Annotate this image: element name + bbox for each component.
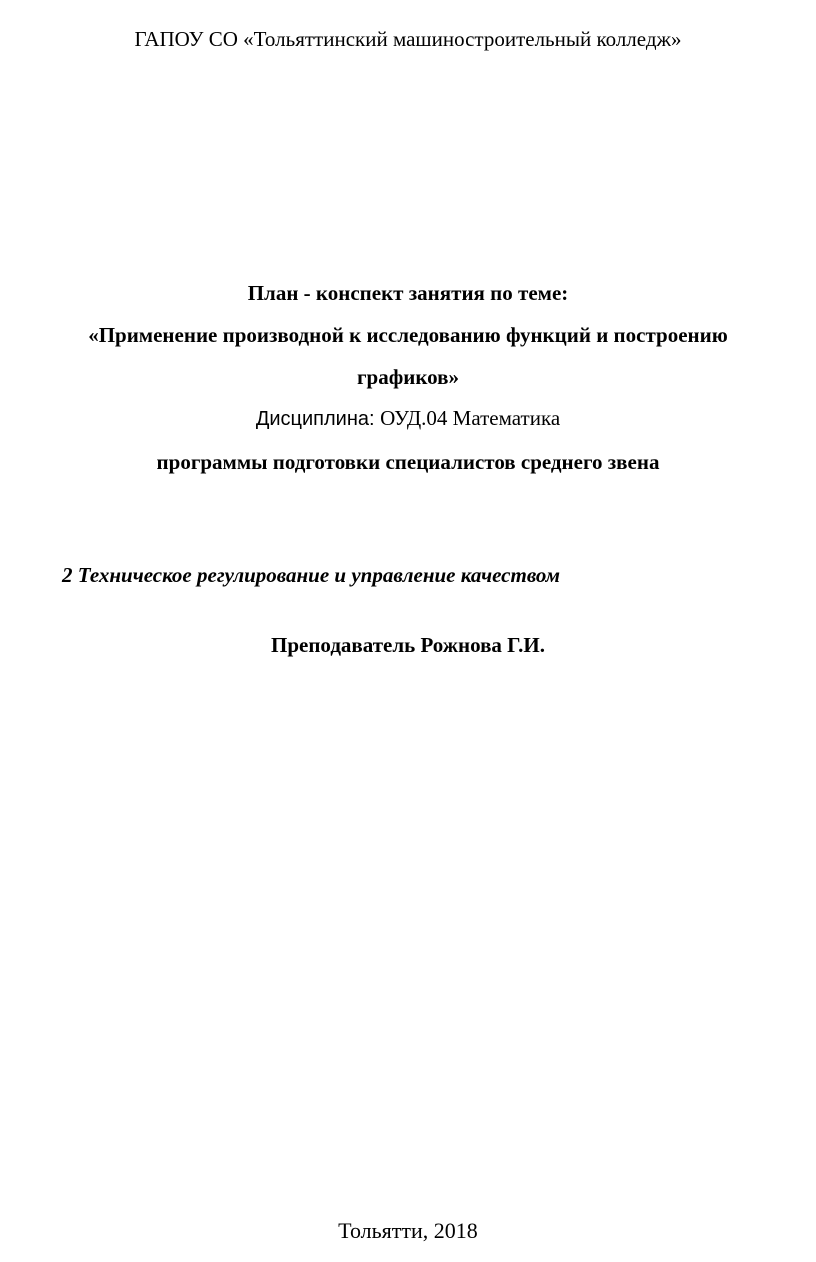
discipline-label: Дисциплина:: [255, 408, 381, 430]
program-line: программы подготовки специалистов среднего звена: [156, 450, 660, 474]
discipline-line: [0, 405, 816, 432]
specialty-line: 2 Техническое регулирование и управление качеством: [62, 563, 561, 587]
plan-title: План - конспект занятия по теме:: [247, 281, 569, 305]
footer-city-year: Тольятти, 2018: [338, 1218, 478, 1243]
topic-title-line-1: «Применение производной к исследованию функций и построению: [88, 323, 728, 347]
discipline-value: ОУД.04 Математика: [380, 406, 561, 430]
teacher-line: Преподаватель Рожнова Г.И.: [270, 633, 546, 657]
topic-title-line-2: графиков»: [357, 365, 459, 389]
institution-name: ГАПОУ СО «Тольяттинский машиностроительный колледж»: [134, 27, 682, 51]
